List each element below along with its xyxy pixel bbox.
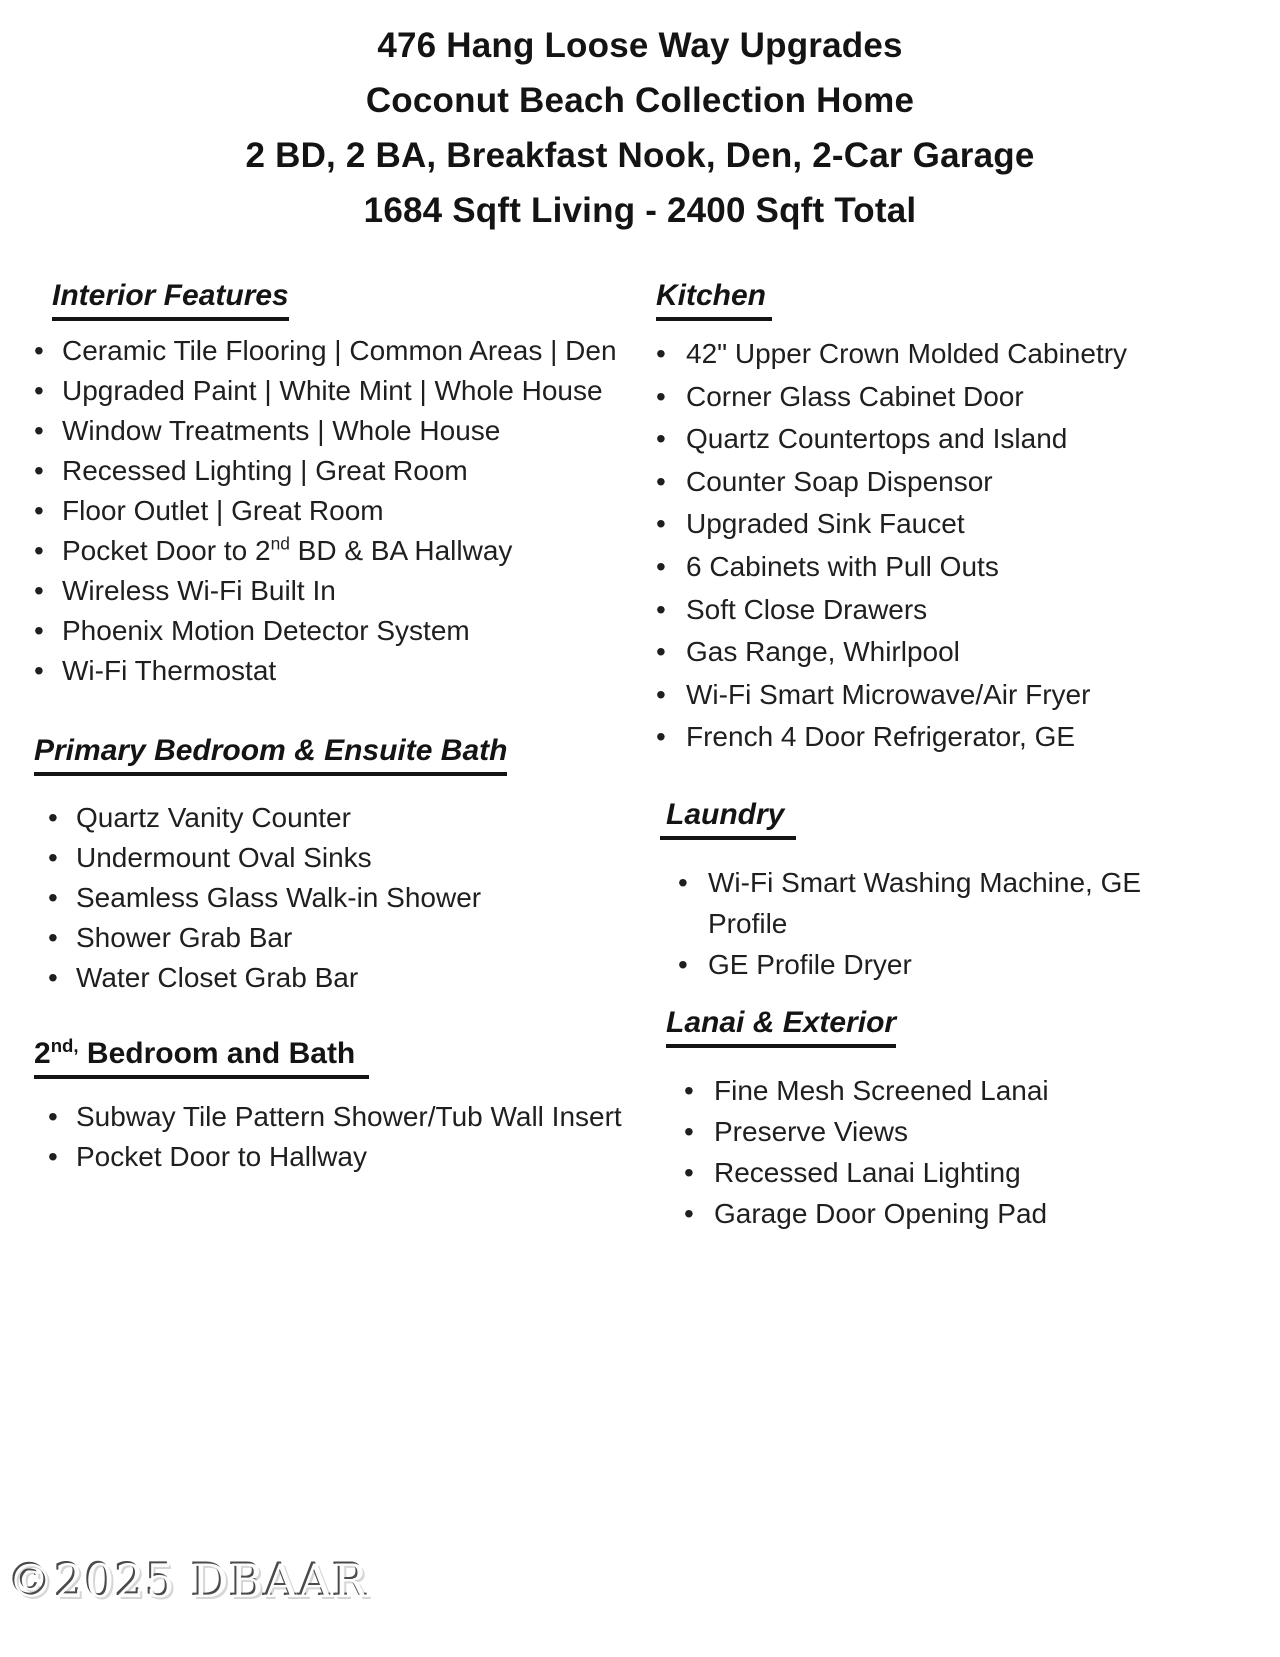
list-item: • Wi-Fi Smart Washing Machine, GE Profile [678, 862, 1178, 944]
section-header-primary-bedroom: Primary Bedroom & Ensuite Bath [34, 731, 646, 776]
page-title [0, 18, 1280, 238]
title-line-collection: Coconut Beach Collection Home [365, 81, 915, 120]
list-item: • Recessed Lighting | Great Room [34, 451, 646, 491]
list-item: • 42" Upper Crown Molded Cabinetry [656, 333, 1268, 376]
list-item: • Undermount Oval Sinks [48, 838, 646, 878]
list-item: • Garage Door Opening Pad [684, 1193, 1268, 1234]
ordinal-superscript: nd, [50, 1035, 79, 1056]
section-header-laundry: Laundry [660, 795, 1268, 840]
title-line-address: 476 Hang Loose Way Upgrades [377, 26, 903, 65]
list-item: • Pocket Door to 2nd BD & BA Hallway [34, 531, 646, 571]
list-item: • Wi-Fi Smart Microwave/Air Fryer [656, 674, 1268, 717]
list-item: • Preserve Views [684, 1111, 1268, 1152]
kitchen-list [656, 333, 1268, 759]
left-column [34, 276, 646, 1177]
list-item: • Wi-Fi Thermostat [34, 651, 646, 691]
section-header-lanai-exterior: Lanai & Exterior [666, 1003, 1268, 1048]
list-item: • Recessed Lanai Lighting [684, 1152, 1268, 1193]
laundry-list [678, 862, 1268, 985]
list-item: • Water Closet Grab Bar [48, 958, 646, 998]
section-second-bedroom [34, 1034, 646, 1177]
ordinal-superscript: nd [270, 533, 290, 554]
list-item: • Fine Mesh Screened Lanai [684, 1070, 1268, 1111]
list-item: • Soft Close Drawers [656, 589, 1268, 632]
list-item: • Gas Range, Whirlpool [656, 631, 1268, 674]
right-column [652, 276, 1268, 1234]
section-kitchen [652, 276, 1268, 759]
list-item: • Seamless Glass Walk-in Shower [48, 878, 646, 918]
section-interior-features [34, 276, 646, 691]
list-item: • Upgraded Sink Faucet [656, 503, 1268, 546]
section-header-second-bedroom: $2^{nd,}$ Bedroom and Bath [34, 1034, 646, 1079]
list-item: • Phoenix Motion Detector System [34, 611, 646, 651]
title-line-rooms: 2 BD, 2 BA, Breakfast Nook, Den, 2-Car Garage [245, 136, 1035, 175]
list-item: • Shower Grab Bar [48, 918, 646, 958]
copyright-watermark: ©2025 DBAAR [8, 1554, 369, 1608]
interior-features-list [34, 331, 646, 691]
list-item: • Subway Tile Pattern Shower/Tub Wall Insert [48, 1097, 646, 1137]
section-laundry [652, 795, 1268, 985]
list-item: • Floor Outlet | Great Room [34, 491, 646, 531]
primary-bedroom-list [48, 798, 646, 998]
list-item: • Upgraded Paint | White Mint | Whole House [34, 371, 646, 411]
list-item: • Corner Glass Cabinet Door [656, 376, 1268, 419]
list-item: • Pocket Door to Hallway [48, 1137, 646, 1177]
list-item: • Window Treatments | Whole House [34, 411, 646, 451]
section-lanai-exterior [652, 1003, 1268, 1234]
list-item: • French 4 Door Refrigerator, GE [656, 716, 1268, 759]
second-bedroom-list [48, 1097, 646, 1177]
list-item: • 6 Cabinets with Pull Outs [656, 546, 1268, 589]
section-header-interior-features: Interior Features [52, 276, 646, 321]
list-item: • GE Profile Dryer [678, 944, 1178, 985]
list-item: • Counter Soap Dispensor [656, 461, 1268, 504]
section-header-kitchen: Kitchen [656, 276, 1268, 321]
lanai-exterior-list [684, 1070, 1268, 1234]
list-item: • Quartz Vanity Counter [48, 798, 646, 838]
list-item: • Wireless Wi-Fi Built In [34, 571, 646, 611]
section-primary-bedroom [34, 731, 646, 998]
list-item: • Ceramic Tile Flooring | Common Areas | Den [34, 331, 646, 371]
list-item: • Quartz Countertops and Island [656, 418, 1268, 461]
title-line-sqft: 1684 Sqft Living - 2400 Sqft Total [363, 191, 917, 230]
